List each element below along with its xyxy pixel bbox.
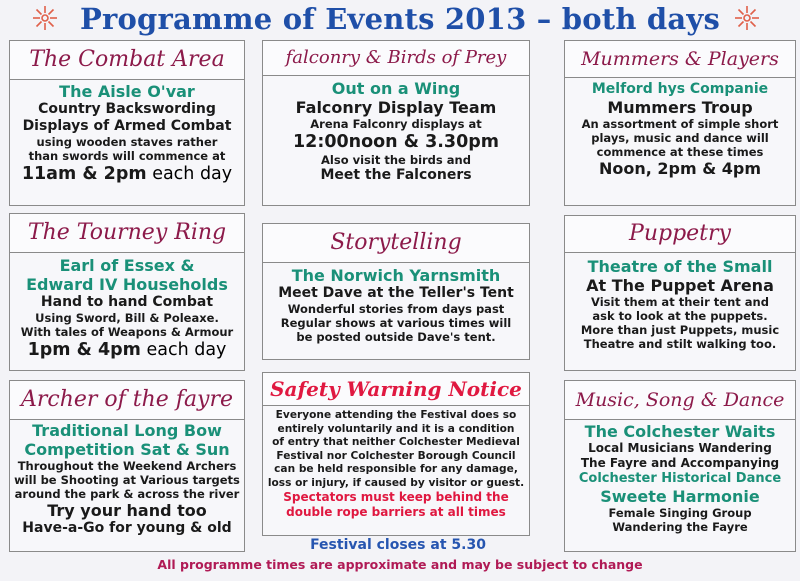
mummers-description: plays, music and dance will [591, 131, 769, 145]
archer-highlight: Try your hand too [47, 501, 207, 520]
puppetry-act: At The Puppet Arena [586, 276, 774, 295]
storytelling-performer: The Norwich Yarnsmith [291, 266, 501, 285]
puppetry-description: Theatre and stilt walking too. [583, 337, 777, 351]
combat-times-suffix: each day [146, 164, 233, 184]
safety-text: Everyone attending the Festival does so [275, 409, 517, 421]
music-performer: Colchester Historical Dance [578, 471, 782, 486]
music-description: Female Singing Group [608, 506, 752, 520]
mummers-performer: Melford hys Companie [591, 81, 769, 97]
tourney-times-value: 1pm & 4pm [27, 340, 141, 360]
safety-text: entirely voluntarily and it is a condition [277, 422, 515, 435]
safety-notice-body [262, 409, 530, 520]
falconry-heading: falconry & Birds of Prey [262, 40, 530, 76]
tourney-act: Hand to hand Combat [40, 294, 214, 310]
music-description: Local Musicians Wandering [588, 441, 772, 455]
music-heading: Music, Song & Dance [564, 380, 796, 420]
combat-description: using wooden staves rather [36, 135, 218, 149]
mummers-times: Noon, 2pm & 4pm [598, 159, 762, 178]
falconry-act: Falconry Display Team [295, 98, 497, 117]
storytelling-description: be posted outside Dave's tent. [296, 330, 496, 344]
safety-text: loss or injury, if caused by visitor or guest. [267, 476, 525, 489]
archer-description: around the park & across the river [14, 487, 240, 501]
tourney-ring-heading: The Tourney Ring [9, 213, 245, 253]
archer-body [9, 421, 245, 537]
puppetry-description: ask to look at the puppets. [592, 309, 768, 323]
combat-times [9, 163, 245, 185]
tourney-performer: Earl of Essex & [59, 256, 195, 275]
music-description: The Fayre and Accompanying [580, 456, 780, 470]
combat-description: than swords will commence at [28, 149, 226, 163]
falconry-performer: Out on a Wing [331, 79, 461, 98]
storytelling-act: Meet Dave at the Teller's Tent [278, 285, 514, 301]
archer-heading: Archer of the fayre [9, 380, 245, 420]
music-performer: The Colchester Waits [584, 422, 776, 441]
safety-text: can be held responsible for any damage, [274, 463, 518, 475]
mummers-act: Mummers Troup [607, 98, 753, 117]
mummers-heading: Mummers & Players [564, 40, 796, 78]
safety-text: of entry that neither Colchester Medieval [272, 436, 520, 448]
music-description: Wandering the Fayre [612, 520, 748, 534]
music-performer: Sweete Harmonie [600, 487, 760, 506]
music-body [564, 422, 796, 534]
puppetry-performer: Theatre of the Small [587, 257, 773, 276]
archer-description: will be Shooting at Various targets [14, 473, 240, 487]
archer-highlight: Have-a-Go for young & old [22, 520, 232, 536]
puppetry-description: More than just Puppets, music [580, 323, 780, 337]
falconry-body [262, 79, 530, 184]
falconry-description: Arena Falconry displays at [310, 117, 482, 131]
puppetry-description: Visit them at their tent and [591, 295, 769, 309]
safety-warning: double rope barriers at all times [286, 505, 506, 519]
tourney-times [9, 339, 245, 361]
tourney-description: Using Sword, Bill & Poleaxe. [35, 311, 219, 325]
archer-performer: Traditional Long Bow [32, 421, 222, 440]
tourney-ring-body [9, 256, 245, 361]
falconry-highlight: Meet the Falconers [320, 167, 472, 183]
storytelling-description: Regular shows at various times will [280, 316, 512, 330]
combat-act: Country Backswording [38, 101, 216, 117]
storytelling-body [262, 266, 530, 344]
storytelling-heading: Storytelling [262, 223, 530, 263]
tourney-times-suffix: each day [140, 340, 227, 360]
combat-area-heading: The Combat Area [9, 40, 245, 80]
page-title: Programme of Events 2013 – both days [80, 2, 720, 36]
combat-times-value: 11am & 2pm [21, 164, 147, 184]
tourney-performer: Edward IV Households [26, 275, 228, 294]
puppetry-heading: Puppetry [564, 215, 796, 253]
mummers-body [564, 81, 796, 178]
storytelling-description: Wonderful stories from days past [287, 302, 505, 316]
safety-warning: Spectators must keep behind the [283, 490, 509, 504]
safety-text: Festival nor Colchester Borough Council [276, 449, 516, 462]
safety-notice-heading: Safety Warning Notice [262, 372, 530, 406]
combat-performer: The Aisle O'var [59, 82, 195, 101]
combat-area-body [9, 82, 245, 185]
falconry-description: Also visit the birds and [321, 153, 471, 167]
archer-performer: Competition Sat & Sun [24, 440, 230, 459]
footer-note: All programme times are approximate and may be subject to change [157, 557, 643, 572]
tourney-description: With tales of Weapons & Armour [20, 325, 234, 339]
archer-description: Throughout the Weekend Archers [17, 459, 237, 473]
falconry-times: 12:00noon & 3.30pm [292, 132, 500, 152]
combat-description: Displays of Armed Combat [22, 118, 232, 134]
puppetry-body [564, 257, 796, 351]
mummers-description: An assortment of simple short [581, 117, 779, 131]
mummers-description: commence at these times [596, 145, 764, 159]
festival-closes-note: Festival closes at 5.30 [310, 537, 486, 553]
